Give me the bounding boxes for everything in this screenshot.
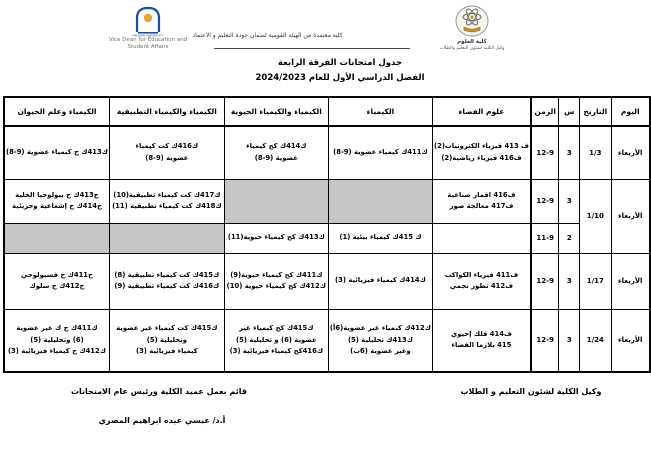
page-subtitle: الفصل الدراسي الأول للعام 2024/2023 bbox=[255, 73, 425, 83]
table-row bbox=[4, 253, 650, 309]
cell-chem-zoology: ك411ك ح ك غير عضوية (6) وتحليلية (5) ك412ك ح كيمياء فيزيائية (3) bbox=[4, 309, 109, 372]
accreditation-text: كلية معتمدة من الهيئة القومية لضمان جودة التعليم و الاعتماد bbox=[192, 32, 343, 39]
left-logo-caption: Vice Dean for Education and Student Affairs bbox=[108, 37, 188, 50]
cell-space-science: ف411 فيزياء الكواكب ف412 تطور نجمي bbox=[432, 253, 530, 309]
col-header-chem-applied: الكيمياء والكيمياء التطبيقية bbox=[109, 97, 224, 126]
date-cell: 1/10 bbox=[580, 179, 611, 253]
day-cell: الأربعاء bbox=[611, 309, 650, 372]
cell-chem-applied: ك415ك كت كيمياء تطبيقية (8) ك416ك كت كيمياء تطبيقية (9) bbox=[109, 253, 224, 309]
footer-acting-dean-name: أ.د/ عيسي عبده ابراهيم المصري bbox=[98, 416, 226, 425]
faculty-of-science-logo-icon bbox=[452, 5, 492, 39]
page-title: جدول امتحانات الفرقة الرابعة bbox=[277, 58, 403, 68]
table-header-row bbox=[4, 97, 650, 126]
hours-cell: 2 bbox=[559, 223, 580, 253]
document-title-block bbox=[30, 58, 650, 83]
footer-acting-dean-title: قائم بعمل عميد الكلية ورئيس عام الامتحانات bbox=[71, 387, 247, 396]
cell-chem-applied: ك416ك كت كيمياء عضوية (9-8) bbox=[109, 126, 224, 179]
day-cell: الأربعاء bbox=[611, 253, 650, 309]
time-cell: 12-9 bbox=[531, 309, 559, 372]
time-cell: 12-9 bbox=[531, 179, 559, 223]
day-cell: الأربعاء bbox=[611, 126, 650, 179]
right-logo-title: كلية العلوم bbox=[457, 39, 487, 45]
col-header-chemistry: الكيمياء bbox=[328, 97, 432, 126]
date-cell: 1/24 bbox=[580, 309, 611, 372]
cell-chemistry: ك414ك كيمياء فيزيائية (3) bbox=[328, 253, 432, 309]
blocked-cell bbox=[224, 179, 328, 223]
cell-chem-applied: ك417ك كت كيمياء تطبيقية(10) ك418ك كت كيمياء تطبيقية (11) bbox=[109, 179, 224, 223]
footer-vice-dean-signature: وكيل الكلية لشئون التعليم و الطلاب bbox=[460, 387, 602, 396]
header-divider bbox=[214, 48, 410, 49]
cell-chem-biochem: ك413ك كح كيمياء حيوية(11) bbox=[224, 223, 328, 253]
cell-chemistry: ك411ك كيمياء عضوية (9-8) bbox=[328, 126, 432, 179]
table-row bbox=[4, 309, 650, 372]
blocked-cell bbox=[109, 223, 224, 253]
date-cell: 1/3 bbox=[580, 126, 611, 179]
blocked-cell bbox=[328, 179, 432, 223]
cell-chem-biochem: ك411ك كح كيمياء حيوية(9) ك412ك كح كيمياء حيوية (10) bbox=[224, 253, 328, 309]
cell-chem-applied: ك415ك كت كيمياء غير عضوية وتحليلية (5) كيمياء فيزيائية (3) bbox=[109, 309, 224, 372]
cell-chem-zoology: ح413ك ح بيولوجيا الخلية ح414ك ح إشعاعية وجزيئية bbox=[4, 179, 109, 223]
right-logo-subtitle: وكيل الكلية لشئون التعليم والطلاب bbox=[439, 46, 505, 51]
col-header-date: التاريخ bbox=[580, 97, 611, 126]
cell-space-science: ف414 فلك إحيوي 415 بلازما الفضاء bbox=[432, 309, 530, 372]
date-cell: 1/17 bbox=[580, 253, 611, 309]
table-row bbox=[4, 126, 650, 179]
col-header-time: الزمن bbox=[531, 97, 559, 126]
col-header-day: اليوم bbox=[611, 97, 650, 126]
day-cell: الأربعاء bbox=[611, 179, 650, 253]
cell-space-science: ف 413 فيزياء الكترونيات(2) ف416 فيزياء رياضية(2) bbox=[432, 126, 530, 179]
time-cell: 12-9 bbox=[531, 126, 559, 179]
blocked-cell bbox=[4, 223, 109, 253]
col-header-hours: س bbox=[559, 97, 580, 126]
cell-chemistry: ك412ك كيمياء غير عضوية(6أ) ك413ك تحليلية (5) وغير عضوية (6ب) bbox=[328, 309, 432, 372]
hours-cell: 3 bbox=[559, 309, 580, 372]
cell-chemistry: ك 415ك كيمياء بيئية (1) bbox=[328, 223, 432, 253]
cell-chem-biochem: ك414ك كح كيمياء عضوية (9-8) bbox=[224, 126, 328, 179]
cell-space-science bbox=[432, 223, 530, 253]
cell-chem-zoology: ك413ك ح كيمياء عضوية (9-8) bbox=[4, 126, 109, 179]
col-header-chem-zoology: الكيمياء وعلم الحيوان bbox=[4, 97, 109, 126]
hours-cell: 3 bbox=[559, 179, 580, 223]
col-header-chem-biochem: الكيمياء والكيمياء الحيوية bbox=[224, 97, 328, 126]
table-row bbox=[4, 179, 650, 223]
exam-schedule-table bbox=[3, 96, 651, 373]
hours-cell: 3 bbox=[559, 253, 580, 309]
helwan-university-logo-text: HELWAN UNIVERSITY bbox=[132, 33, 164, 37]
hours-cell: 3 bbox=[559, 126, 580, 179]
col-header-space-science: علوم الفضاء bbox=[432, 97, 530, 126]
table-row bbox=[4, 223, 650, 253]
cell-chem-zoology: ح411ك ح فسيولوجي ح412ك ح سلوك bbox=[4, 253, 109, 309]
cell-chem-biochem: ك415ك كح كيمياء غير عضوية (6) و تحليلية (5) ك416كح كيمياء فيزيائية (3) bbox=[224, 309, 328, 372]
cell-space-science: ف416 اقمار صناعية ف417 معالجة صور bbox=[432, 179, 530, 223]
time-cell: 11-9 bbox=[531, 223, 559, 253]
time-cell: 12-9 bbox=[531, 253, 559, 309]
